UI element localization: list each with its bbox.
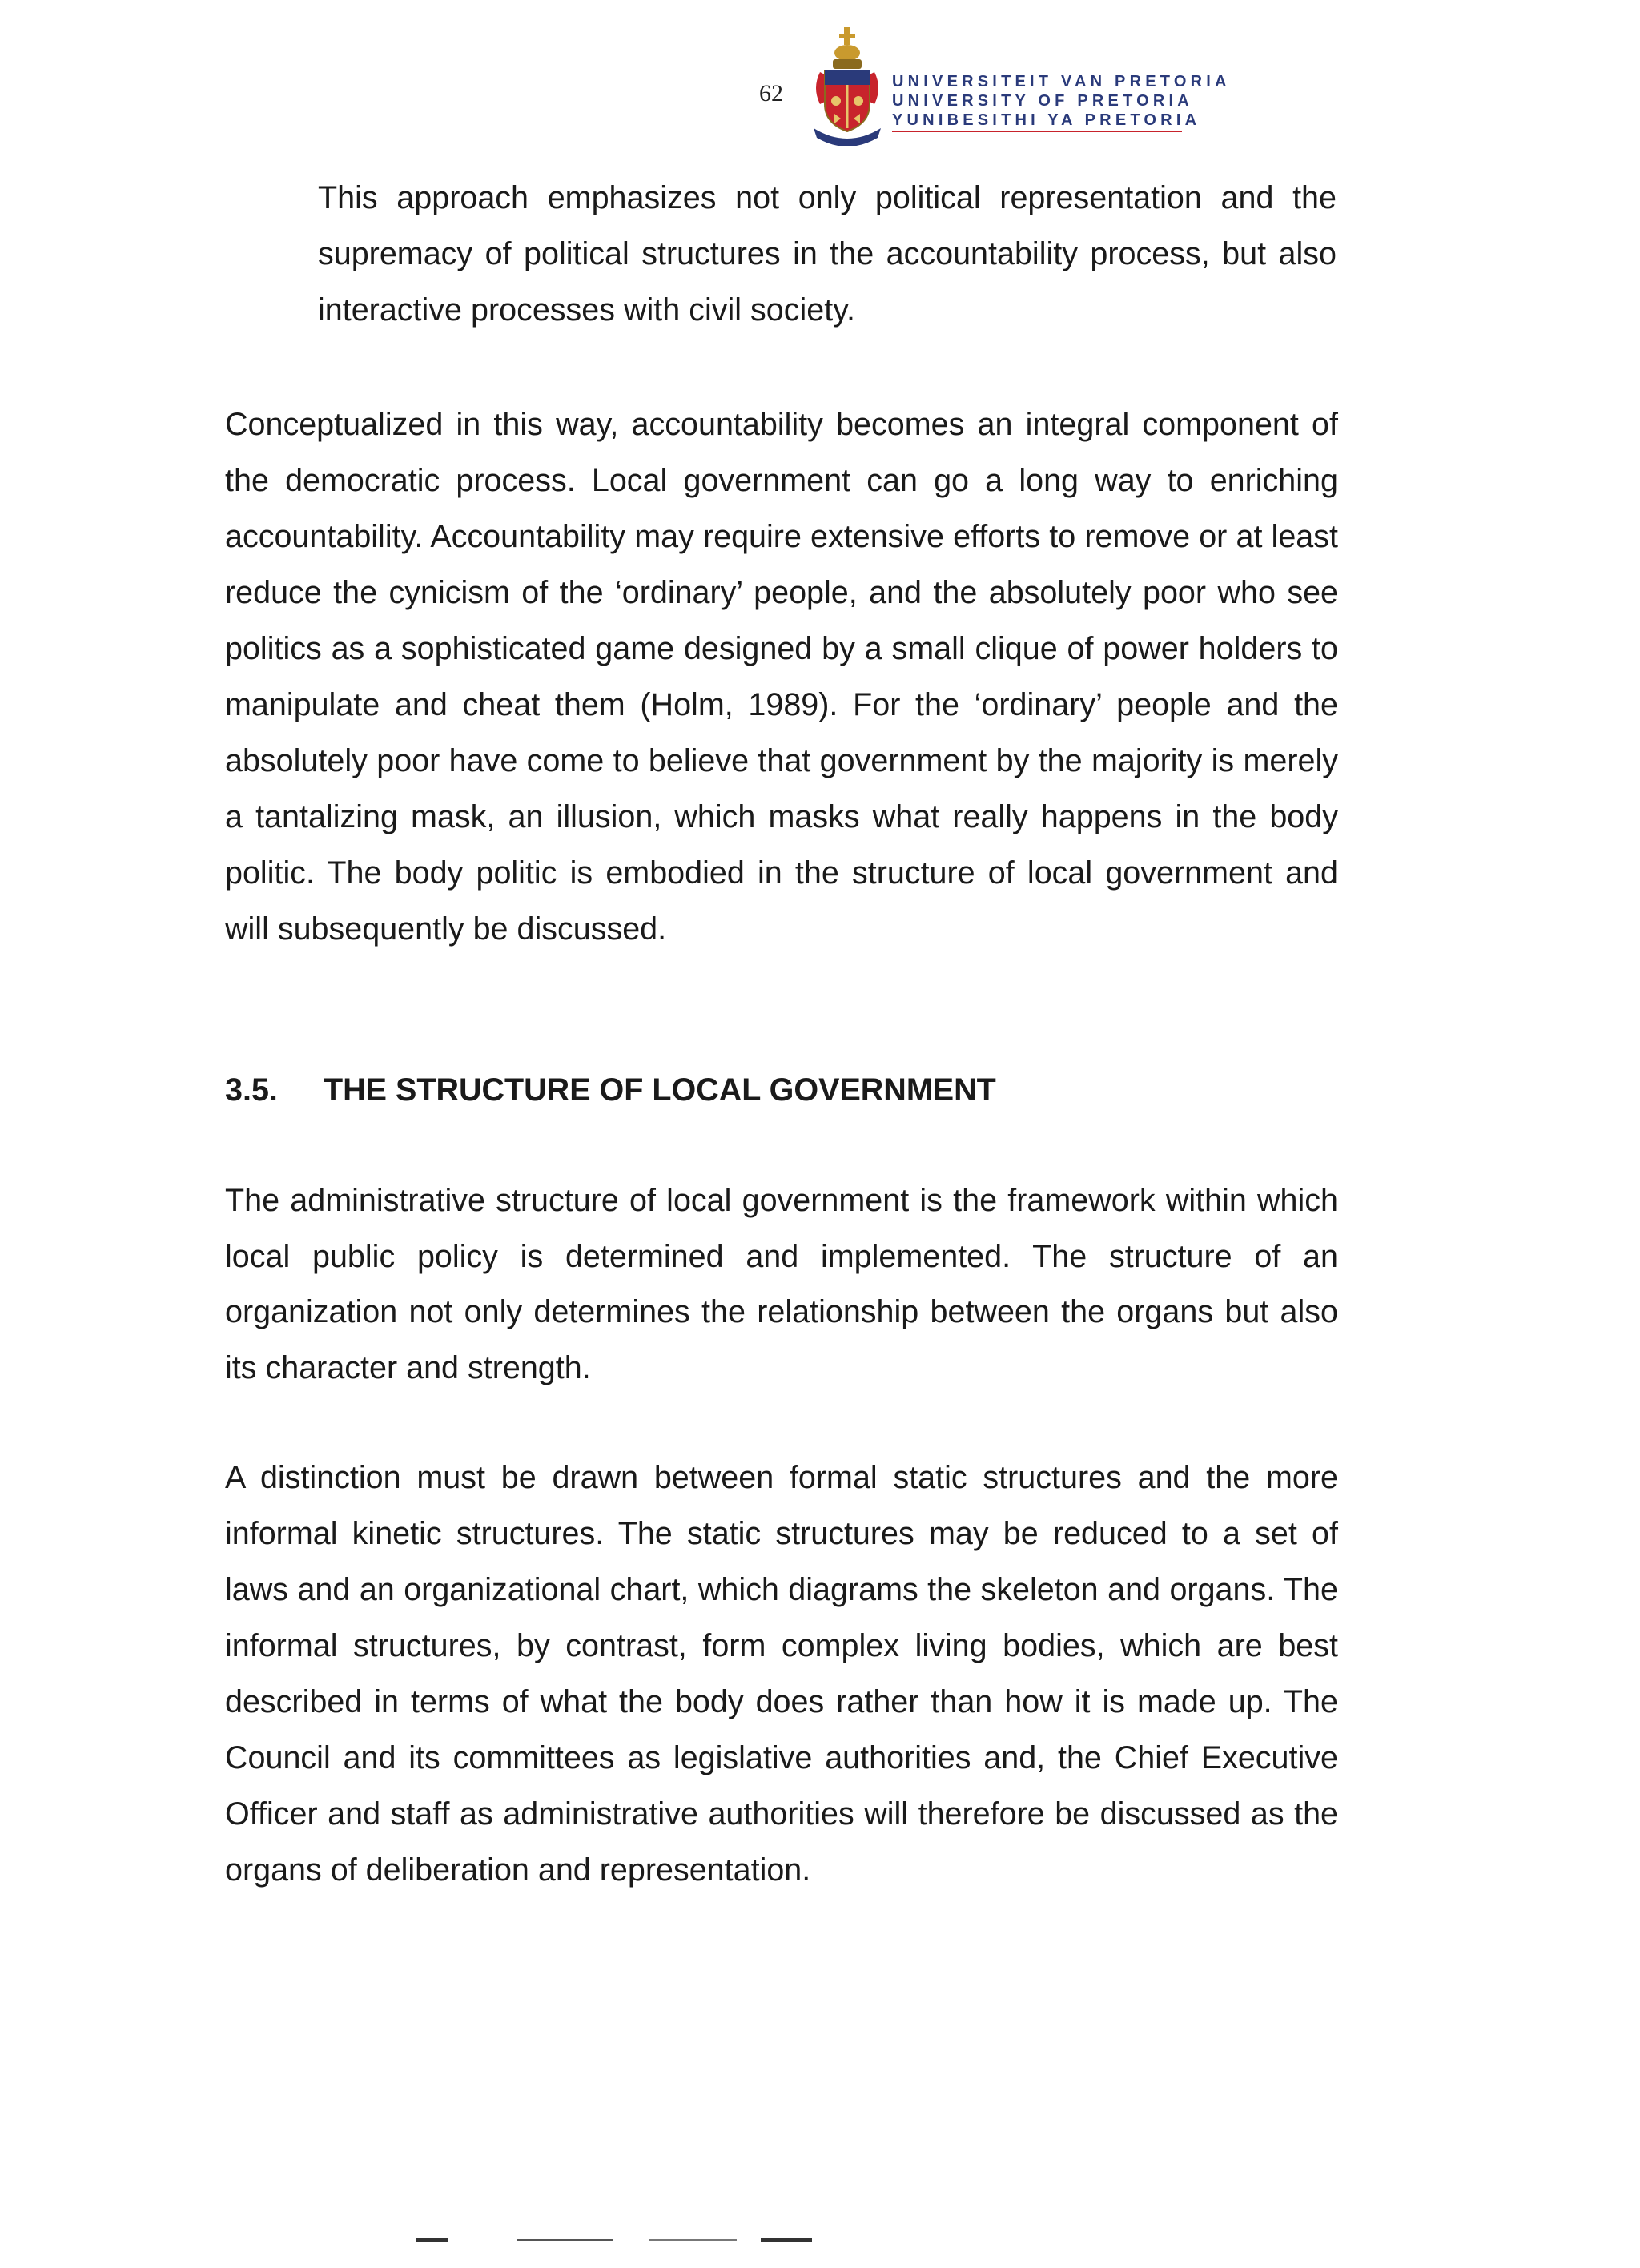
- body-paragraph-2: The administrative structure of local government is the framework within which local public policy is determined and implemented. The structure of an organization not only determines the relationship between the organs but also its character and strength.: [225, 1183, 1338, 1385]
- section-number: 3.5.: [225, 1072, 278, 1108]
- university-name-block: [892, 72, 1231, 130]
- scan-artifact-marks: [408, 2237, 857, 2243]
- section-heading: [225, 1068, 996, 1112]
- university-name-afrikaans: UNIVERSITEIT VAN PRETORIA: [892, 73, 1231, 90]
- body-paragraph-3: A distinction must be drawn between formal static structures and the more informal kinetic structures. The static structures may be reduced to a set of laws and an organizational chart, which diagrams the skeleton and organs. The informal structures, by contrast, form complex living bodies, which are best described in terms of what the body does rather than how it is made up. The Council and its committees as legislative authorities and, the Chief Executive Officer and staff as administrative authorities will therefore be discussed as the organs of deliberation and representation.: [225, 1460, 1338, 1888]
- page-number: 62: [759, 80, 783, 107]
- section-title: THE STRUCTURE OF LOCAL GOVERNMENT: [324, 1072, 996, 1108]
- header-rule: [892, 131, 1182, 132]
- university-name-sepedi: YUNIBESITHI YA PRETORIA: [892, 111, 1201, 129]
- indented-quote-paragraph: This approach emphasizes not only political representation and the supremacy of political structures in the accountability process, but also interactive processes with civil society.: [318, 180, 1337, 328]
- university-name-english: UNIVERSITY OF PRETORIA: [892, 92, 1193, 110]
- university-crest-logo: [809, 24, 886, 146]
- body-paragraph-1: Conceptualized in this way, accountability becomes an integral component of the democratic process. Local government can go a long way to enriching accountability. Accountability may require extensive efforts to remove or at least reduce the cynicism of the ‘ordinary’ people, and the absolutely poor who see politics as a sophisticated game designed by a small clique of power holders to manipulate and cheat them (Holm, 1989). For the ‘ordinary’ people and the absolutely poor have come to believe that government by the majority is merely a tantalizing mask, an illusion, which masks what really happens in the body politic. The body politic is embodied in the structure of local government and will subsequently be discussed.: [225, 407, 1338, 947]
